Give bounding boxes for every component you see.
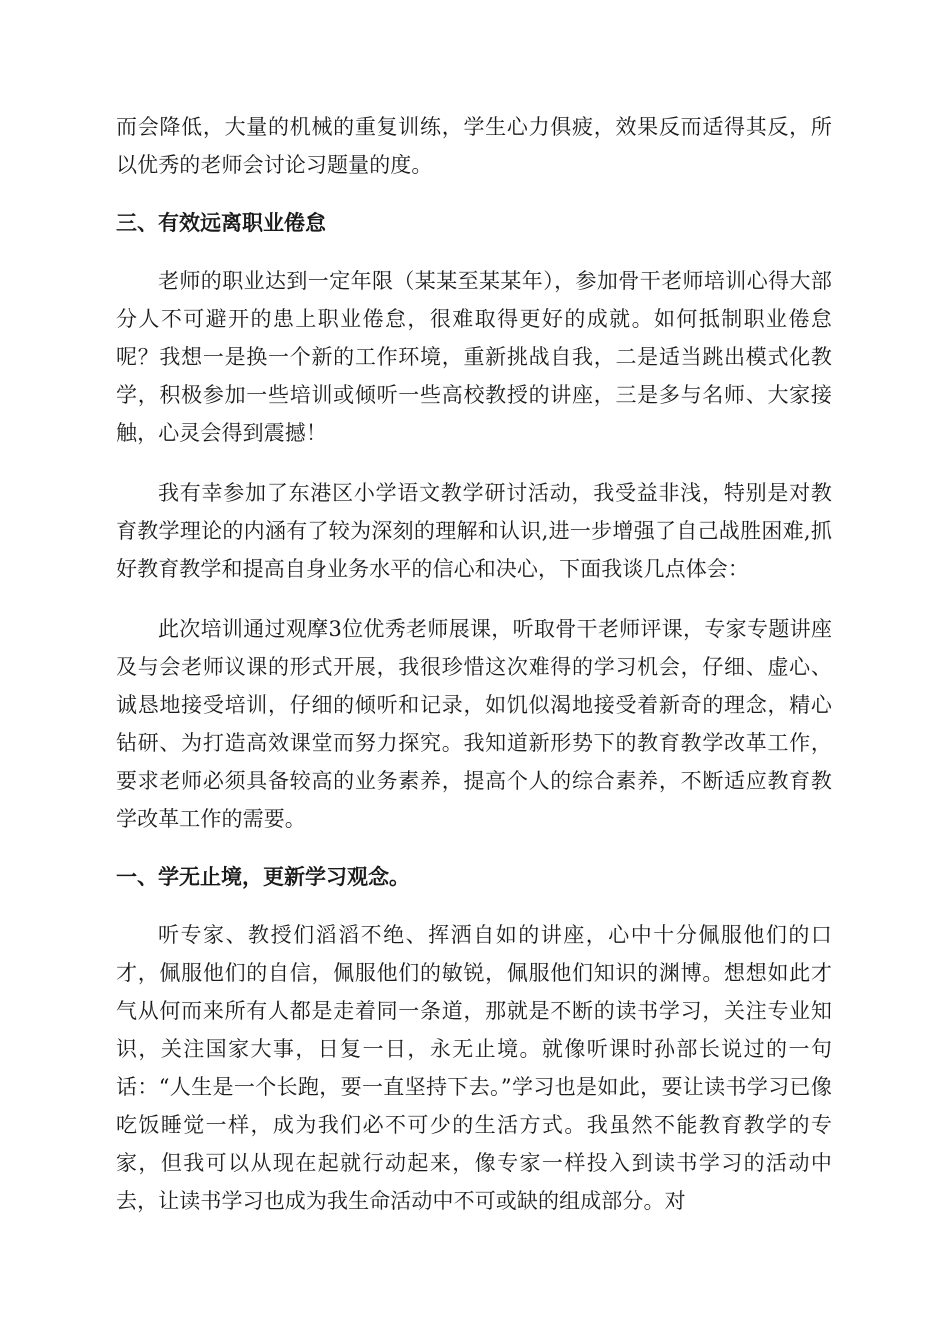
paragraph-training-summary: 此次培训通过观摩3位优秀老师展课，听取骨干老师评课，专家专题讲座及与会老师议课的形式开展，我很珍惜这次难得的学习机会，仔细、虚心、诚恳地接受培训，仔细的倾听和记录，如饥似渴地接受着新奇的理念，精心钻研、为打造高效课堂而努力探究。我知道新形势下的教育教学改革工作，要求老师必须具备较高的业务素养，提高个人的综合素养，不断适应教育教学改革工作的需要。 [116, 617, 832, 831]
paragraph-career-burnout: 老师的职业达到一定年限（某某至某某年），参加骨干老师培训心得大部分人不可避开的患上职业倦怠，很难取得更好的成就。如何抵制职业倦怠呢？我想一是换一个新的工作环境，重新挑战自我，二是适当跳出模式化教学，积极参加一些培训或倾听一些高校教授的讲座，三是多与名师、大家接触，心灵会得到震撼！ [116, 269, 832, 445]
section-heading-1: 一、学无止境，更新学习观念。 [116, 865, 410, 889]
paragraph-endless-learning: 听专家、教授们滔滔不绝、挥洒自如的讲座，心中十分佩服他们的口才，佩服他们的自信，佩服他们的敏锐，佩服他们知识的渊博。想想如此才气从何而来所有人都是走着同一条道，那就是不断的读书学习，关注专业知识，关注国家大事，日复一日，永无止境。就像听课时孙部长说过的一句话：“人生是一个长跑，要一直坚持下去。”学习也是如此，要让读书学习已像吃饭睡觉一样，成为我们必不可少的生活方式。我虽然不能教育教学的专家，但我可以从现在起就行动起来，像专家一样投入到读书学习的活动中去，让读书学习也成为我生命活动中不可或缺的组成部分。对 [116, 923, 832, 1213]
paragraph-continued: 而会降低，大量的机械的重复训练，学生心力俱疲，效果反而适得其反，所以优秀的老师会讨论习题量的度。 [116, 115, 832, 177]
paragraph-seminar-intro: 我有幸参加了东港区小学语文教学研讨活动，我受益非浅，特别是对教育教学理论的内涵有了较为深刻的理解和认识,进一步增强了自己战胜困难,抓好教育教学和提高自身业务水平的信心和决心，下面我谈几点体会： [116, 481, 832, 581]
document-body [116, 108, 832, 1220]
section-heading-3: 三、有效远离职业倦怠 [116, 211, 326, 235]
